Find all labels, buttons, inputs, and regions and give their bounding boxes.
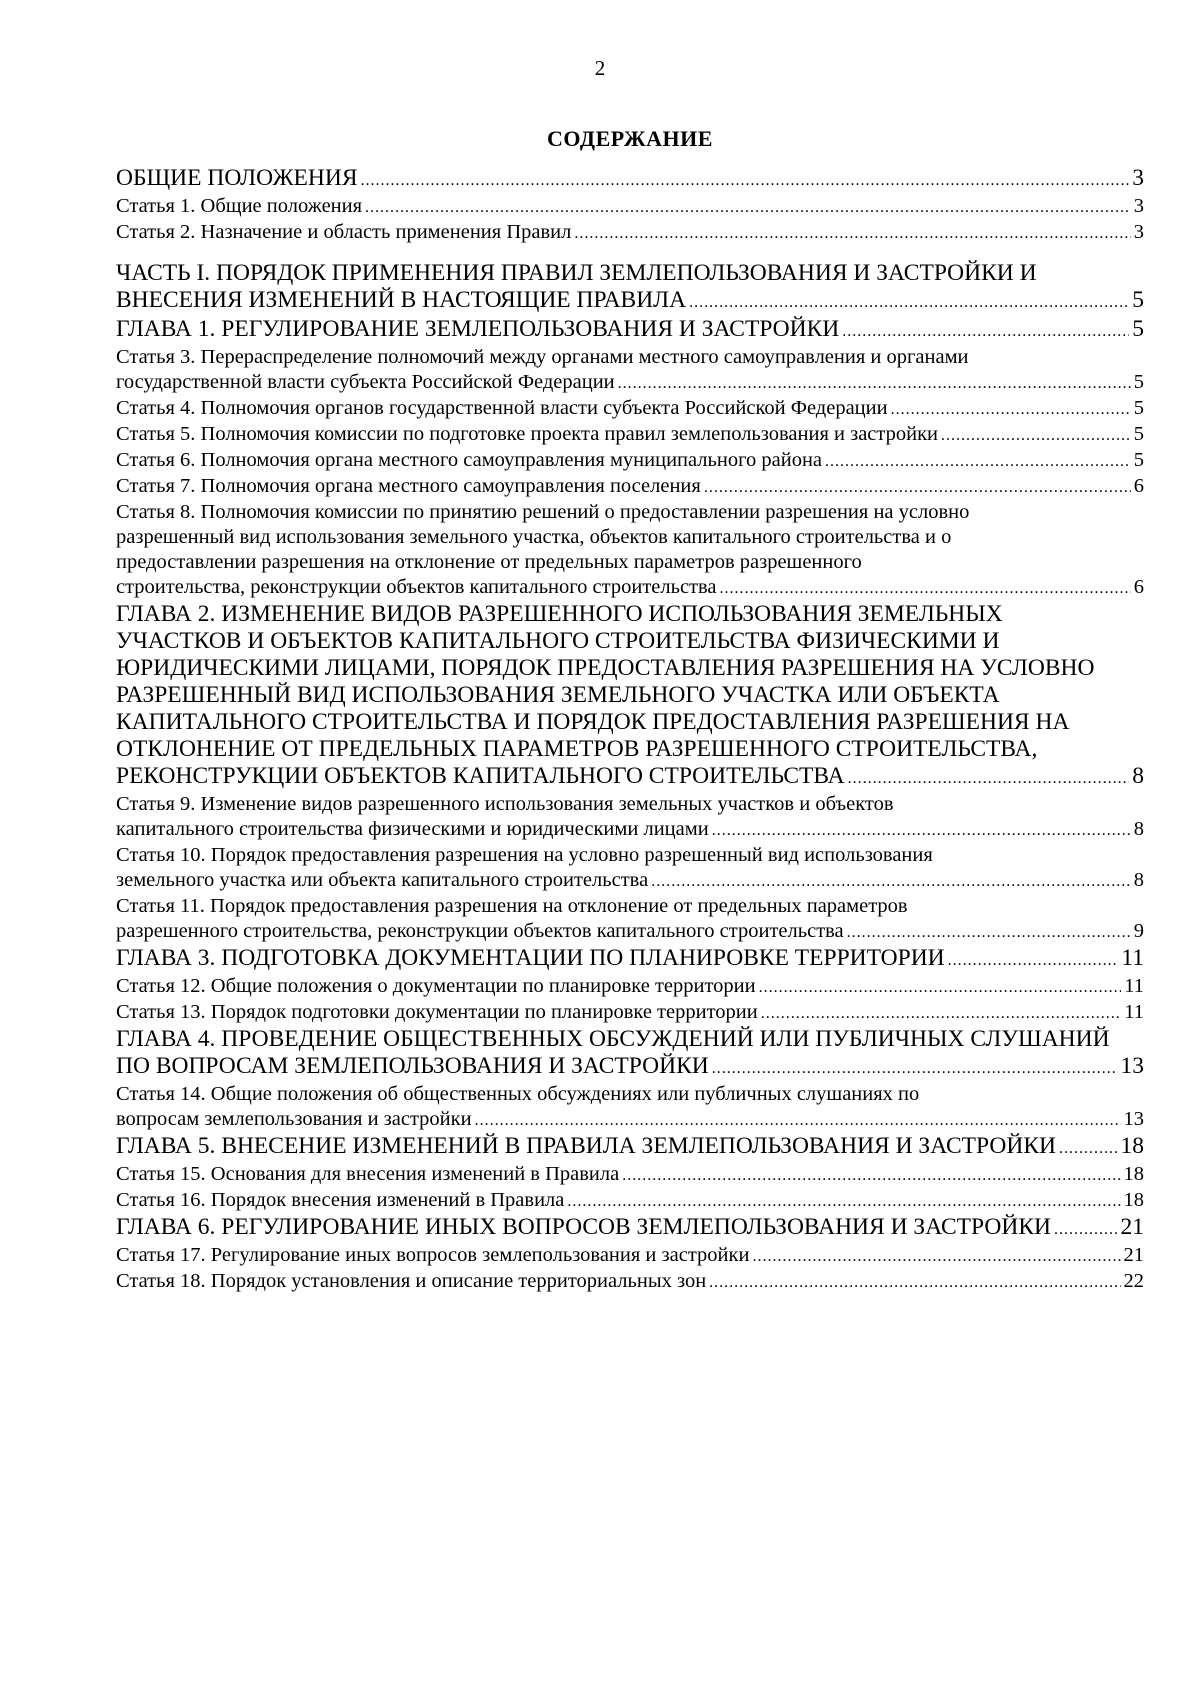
toc-entry-line: Статья 10. Порядок предоставления разрешения на условно разрешенный вид использования [116,844,933,866]
toc-entry-final-line [116,1269,1144,1295]
dot-leader [759,975,1122,1000]
toc-gap [116,246,1144,260]
toc-page-number: 13 [1123,1108,1144,1130]
toc-section-entry[interactable] [116,316,1144,345]
toc-article-entry[interactable] [116,1188,1144,1214]
toc-entry-final-line [116,1243,1144,1269]
toc-entry-final-line [116,194,1144,220]
toc-heading: СОДЕРЖАНИЕ [547,126,713,151]
toc-entry-title: Статья 6. Полномочия органа местного самоуправления муниципального района [116,449,823,471]
toc-entry-title: Статья 15. Основания для внесения изменений в Правила [116,1163,620,1185]
dot-leader [475,1108,1121,1133]
dot-leader [891,397,1131,422]
toc-entry-final-line [116,370,1144,396]
dot-leader [618,371,1131,396]
dot-leader [1059,1135,1118,1162]
toc-page-number: 5 [1133,397,1144,419]
toc-page-number: 6 [1133,576,1144,598]
toc-entry-title: Статья 17. Регулирование иных вопросов землепользования и застройки [116,1244,750,1266]
toc-article-entry[interactable] [116,1162,1144,1188]
toc-page-number: 11 [1121,945,1144,971]
toc-article-entry[interactable] [116,345,1144,396]
toc-entry-title: РЕКОНСТРУКЦИИ ОБЪЕКТОВ КАПИТАЛЬНОГО СТРОИТЕЛЬСТВА [116,763,845,789]
toc-page-number: 5 [1133,449,1144,471]
toc-article-entry[interactable] [116,1000,1144,1026]
toc-entry-final-line [116,1214,1144,1243]
toc-article-entry[interactable] [116,1269,1144,1295]
toc-entry-final-line [116,316,1144,345]
toc-entry-title: ПО ВОПРОСАМ ЗЕМЛЕПОЛЬЗОВАНИЯ И ЗАСТРОЙКИ [116,1053,709,1079]
toc-entry-title: ГЛАВА 3. ПОДГОТОВКА ДОКУМЕНТАЦИИ ПО ПЛАНИРОВКЕ ТЕРРИТОРИИ [116,945,945,971]
toc-entry-title: ГЛАВА 6. РЕГУЛИРОВАНИЕ ИНЫХ ВОПРОСОВ ЗЕМЛЕПОЛЬЗОВАНИЯ И ЗАСТРОЙКИ [116,1214,1051,1240]
dot-leader [842,318,1129,345]
toc-entry-title: Статья 5. Полномочия комиссии по подготовке проекта правил землепользования и застройки [116,423,939,445]
toc-entry-final-line [116,868,1144,894]
toc-entry-title: Статья 7. Полномочия органа местного самоуправления поселения [116,475,701,497]
toc-entry-title: ГЛАВА 5. ВНЕСЕНИЕ ИЗМЕНЕНИЙ В ПРАВИЛА ЗЕМЛЕПОЛЬЗОВАНИЯ И ЗАСТРОЙКИ [116,1133,1056,1159]
toc-page-number: 8 [1132,763,1144,789]
toc-article-entry[interactable] [116,422,1144,448]
toc-page-number: 11 [1124,1001,1144,1023]
toc-page-number: 8 [1133,818,1144,840]
toc-entry-title: разрешенного строительства, реконструкции объектов капитального строительства [116,920,844,942]
toc-section-entry[interactable] [116,260,1144,316]
dot-leader [761,1001,1122,1026]
dot-leader [1054,1216,1118,1243]
toc-article-entry[interactable] [116,1243,1144,1269]
toc-section-entry[interactable] [116,1133,1144,1162]
toc-entry-final-line [116,919,1144,945]
toc-article-entry[interactable] [116,843,1144,894]
dot-leader [752,1244,1120,1269]
toc-article-entry[interactable] [116,448,1144,474]
dot-leader [720,576,1131,601]
toc-entry-title: Статья 2. Назначение и область применения Правил [116,221,572,243]
toc-entry-title: Статья 12. Общие положения о документации по планировке территории [116,975,756,997]
toc-entry-final-line [116,1107,1144,1133]
dot-leader [361,167,1130,194]
toc-page-number: 8 [1133,869,1144,891]
toc-entry-line: разрешенный вид использования земельного участка, объектов капитального строительства и о [116,526,952,548]
toc-entry-title: Статья 13. Порядок подготовки документации по планировке территории [116,1001,758,1023]
toc-section-entry[interactable] [116,945,1144,974]
toc-page-number: 3 [1133,195,1144,217]
toc-entry-final-line [116,474,1144,500]
toc-entry-final-line [116,1000,1144,1026]
toc-entry-line: ОТКЛОНЕНИЕ ОТ ПРЕДЕЛЬНЫХ ПАРАМЕТРОВ РАЗРЕШЕННОГО СТРОИТЕЛЬСТВА, [116,736,1038,762]
toc-entry-title: государственной власти субъекта Российской Федерации [116,371,615,393]
toc-article-entry[interactable] [116,194,1144,220]
toc-page-number: 13 [1120,1053,1144,1079]
dot-leader [825,449,1131,474]
toc-article-entry[interactable] [116,500,1144,601]
toc-entry-line: Статья 8. Полномочия комиссии по принятию решений о предоставлении разрешения на условно [116,501,970,523]
table-of-contents [116,165,1144,1295]
toc-page-number: 22 [1123,1270,1144,1292]
toc-article-entry[interactable] [116,974,1144,1000]
toc-entry-line: предоставлении разрешения на отклонение от предельных параметров разрешенного [116,551,862,573]
toc-entry-title: капитального строительства физическими и юридическими лицами [116,818,709,840]
dot-leader [712,1055,1118,1082]
toc-entry-final-line [116,287,1144,316]
toc-entry-line: КАПИТАЛЬНОГО СТРОИТЕЛЬСТВА И ПОРЯДОК ПРЕДОСТАВЛЕНИЯ РАЗРЕШЕНИЯ НА [116,709,1070,735]
toc-entry-title: ГЛАВА 1. РЕГУЛИРОВАНИЕ ЗЕМЛЕПОЛЬЗОВАНИЯ И ЗАСТРОЙКИ [116,316,840,342]
toc-entry-line: ГЛАВА 2. ИЗМЕНЕНИЕ ВИДОВ РАЗРЕШЕННОГО ИСПОЛЬЗОВАНИЯ ЗЕМЕЛЬНЫХ [116,601,1003,627]
toc-entry-title: вопросам землепользования и застройки [116,1108,472,1130]
toc-entry-line: УЧАСТКОВ И ОБЪЕКТОВ КАПИТАЛЬНОГО СТРОИТЕЛЬСТВА ФИЗИЧЕСКИМИ И [116,628,1000,654]
toc-entry-final-line [116,422,1144,448]
toc-entry-line: Статья 9. Изменение видов разрешенного использования земельных участков и объектов [116,793,894,815]
toc-page-number: 6 [1133,475,1144,497]
dot-leader [704,475,1131,500]
toc-entry-final-line [116,763,1144,792]
toc-entry-final-line [116,1162,1144,1188]
dot-leader [689,289,1129,316]
toc-entry-title: Статья 1. Общие положения [116,195,363,217]
toc-section-entry[interactable] [116,1026,1144,1082]
toc-entry-line: Статья 14. Общие положения об общественных обсуждениях или публичных слушаниях по [116,1083,920,1105]
toc-entry-title: ВНЕСЕНИЯ ИЗМЕНЕНИЙ В НАСТОЯЩИЕ ПРАВИЛА [116,287,687,313]
toc-entry-final-line [116,448,1144,474]
dot-leader [622,1163,1120,1188]
toc-entry-final-line [116,1188,1144,1214]
toc-entry-final-line [116,1053,1144,1082]
toc-entry-title: строительства, реконструкции объектов капитального строительства [116,576,717,598]
toc-entry-title: Статья 16. Порядок внесения изменений в Правила [116,1189,565,1211]
toc-entry-final-line [116,974,1144,1000]
dot-leader [847,920,1131,945]
toc-page-number: 21 [1123,1244,1144,1266]
toc-page-number: 5 [1133,423,1144,445]
toc-entry-title: Статья 4. Полномочия органов государственной власти субъекта Российской Федерации [116,397,888,419]
toc-entry-final-line [116,575,1144,601]
toc-entry-title: земельного участка или объекта капитального строительства [116,869,649,891]
toc-section-entry[interactable] [116,601,1144,792]
dot-leader [365,195,1131,220]
toc-entry-final-line [116,165,1144,194]
dot-leader [712,818,1131,843]
toc-entry-line: ЮРИДИЧЕСКИМИ ЛИЦАМИ, ПОРЯДОК ПРЕДОСТАВЛЕНИЯ РАЗРЕШЕНИЯ НА УСЛОВНО [116,655,1095,681]
toc-page-number: 21 [1120,1214,1144,1240]
dot-leader [709,1270,1120,1295]
toc-page-number: 5 [1132,316,1144,342]
toc-entry-line: Статья 11. Порядок предоставления разрешения на отклонение от предельных параметров [116,895,908,917]
toc-page-number: 5 [1132,287,1144,313]
toc-entry-line: Статья 3. Перераспределение полномочий между органами местного самоуправления и органами [116,346,969,368]
toc-page-number: 18 [1123,1163,1144,1185]
toc-entry-line: РАЗРЕШЕННЫЙ ВИД ИСПОЛЬЗОВАНИЯ ЗЕМЕЛЬНОГО УЧАСТКА ИЛИ ОБЪЕКТА [116,682,1000,708]
toc-page-number: 3 [1132,165,1144,191]
toc-entry-final-line [116,945,1144,974]
toc-entry-final-line [116,1133,1144,1162]
toc-section-entry[interactable] [116,1214,1144,1243]
dot-leader [651,869,1131,894]
page-number: 2 [594,56,606,80]
toc-page-number: 18 [1123,1189,1144,1211]
toc-section-entry[interactable] [116,165,1144,194]
toc-article-entry[interactable] [116,1082,1144,1133]
toc-page-number: 9 [1133,920,1144,942]
toc-article-entry[interactable] [116,792,1144,843]
toc-page-number: 5 [1133,371,1144,393]
toc-article-entry[interactable] [116,220,1144,246]
toc-article-entry[interactable] [116,474,1144,500]
toc-entry-title: ОБЩИЕ ПОЛОЖЕНИЯ [116,165,358,191]
toc-entry-line: ЧАСТЬ I. ПОРЯДОК ПРИМЕНЕНИЯ ПРАВИЛ ЗЕМЛЕПОЛЬЗОВАНИЯ И ЗАСТРОЙКИ И [116,260,1037,286]
toc-entry-title: Статья 18. Порядок установления и описание территориальных зон [116,1270,707,1292]
toc-entry-final-line [116,396,1144,422]
toc-page-number: 3 [1133,221,1144,243]
toc-article-entry[interactable] [116,894,1144,945]
toc-article-entry[interactable] [116,396,1144,422]
toc-page-number: 11 [1124,975,1144,997]
dot-leader [848,765,1130,792]
dot-leader [567,1189,1120,1214]
dot-leader [941,423,1131,448]
dot-leader [574,221,1130,246]
toc-page-number: 18 [1120,1133,1144,1159]
toc-entry-final-line [116,220,1144,246]
toc-entry-line: ГЛАВА 4. ПРОВЕДЕНИЕ ОБЩЕСТВЕННЫХ ОБСУЖДЕНИЙ ИЛИ ПУБЛИЧНЫХ СЛУШАНИЙ [116,1026,1110,1052]
toc-entry-final-line [116,817,1144,843]
dot-leader [948,947,1119,974]
